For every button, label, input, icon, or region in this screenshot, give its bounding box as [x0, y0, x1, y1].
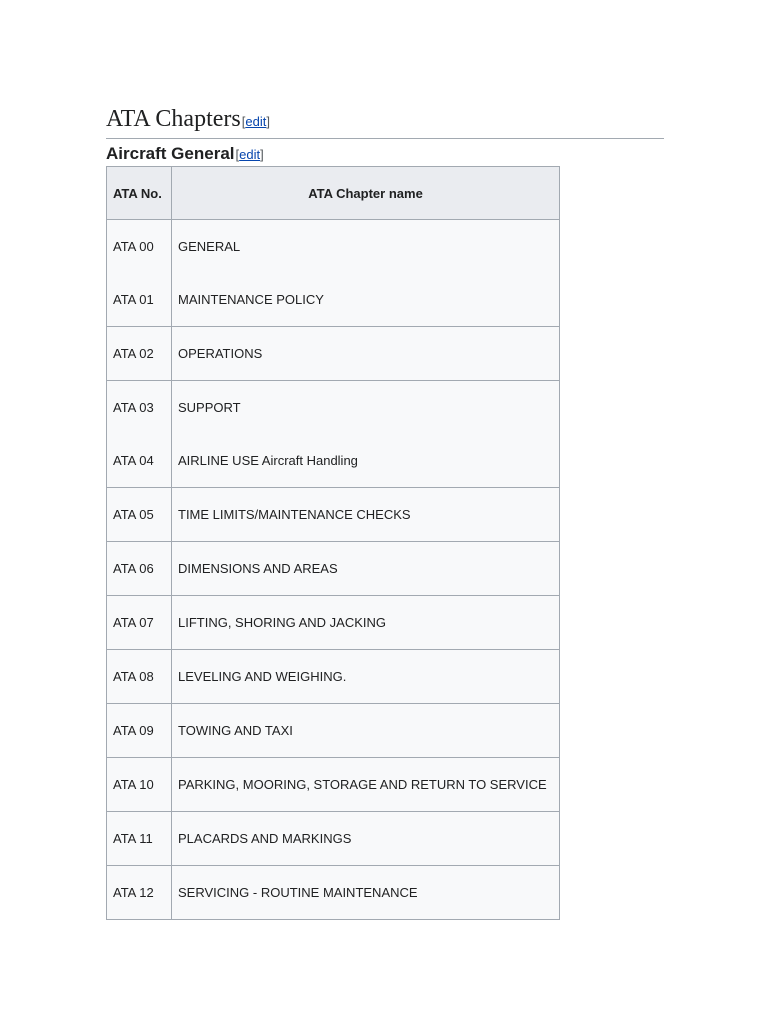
edit-bracket-open: [ — [241, 114, 246, 129]
column-header-ata-no: ATA No. — [107, 167, 172, 220]
table-row — [107, 650, 560, 704]
table-row — [107, 220, 560, 274]
chapter-name-cell: LIFTING, SHORING AND JACKING — [172, 596, 560, 650]
ata-number-cell: ATA 04 — [107, 434, 172, 488]
section-heading — [106, 104, 664, 139]
chapter-name-cell: MAINTENANCE POLICY — [172, 273, 560, 327]
table-row — [107, 866, 560, 920]
edit-bracket-open: [ — [235, 147, 240, 162]
subsection-heading — [106, 143, 664, 166]
chapter-name-cell: PARKING, MOORING, STORAGE AND RETURN TO SERVICE — [172, 758, 560, 812]
ata-number-cell: ATA 12 — [107, 866, 172, 920]
ata-number-cell: ATA 05 — [107, 488, 172, 542]
table-row — [107, 327, 560, 381]
ata-number-cell: ATA 00 — [107, 220, 172, 274]
chapter-name-cell: OPERATIONS — [172, 327, 560, 381]
chapter-name-cell: DIMENSIONS AND AREAS — [172, 542, 560, 596]
table-row — [107, 758, 560, 812]
subsection-edit-button[interactable]: edit — [239, 147, 261, 162]
section-title: ATA Chapters — [106, 106, 241, 132]
subsection-title: Aircraft General — [106, 144, 235, 163]
table-row — [107, 273, 560, 327]
edit-bracket-close: ] — [266, 114, 270, 129]
ata-number-cell: ATA 07 — [107, 596, 172, 650]
article-content — [106, 104, 664, 920]
table-row — [107, 434, 560, 488]
column-header-chapter-name: ATA Chapter name — [172, 167, 560, 220]
ata-number-cell: ATA 10 — [107, 758, 172, 812]
chapter-name-cell: TIME LIMITS/MAINTENANCE CHECKS — [172, 488, 560, 542]
chapter-name-cell: SUPPORT — [172, 381, 560, 435]
ata-chapters-table — [106, 166, 560, 920]
chapter-name-cell: PLACARDS AND MARKINGS — [172, 812, 560, 866]
edit-bracket-close: ] — [260, 147, 264, 162]
ata-number-cell: ATA 01 — [107, 273, 172, 327]
table-row — [107, 542, 560, 596]
table-header-row — [107, 167, 560, 220]
chapter-name-cell: LEVELING AND WEIGHING. — [172, 650, 560, 704]
chapter-name-cell: TOWING AND TAXI — [172, 704, 560, 758]
ata-number-cell: ATA 02 — [107, 327, 172, 381]
ata-number-cell: ATA 11 — [107, 812, 172, 866]
chapter-name-cell: GENERAL — [172, 220, 560, 274]
section-edit-button[interactable]: edit — [245, 114, 267, 129]
subsection-edit-link — [236, 147, 264, 162]
chapter-name-cell: SERVICING - ROUTINE MAINTENANCE — [172, 866, 560, 920]
section-edit-link — [242, 114, 270, 129]
chapter-name-cell: AIRLINE USE Aircraft Handling — [172, 434, 560, 488]
ata-number-cell: ATA 03 — [107, 381, 172, 435]
table-row — [107, 381, 560, 435]
table-row — [107, 704, 560, 758]
table-row — [107, 812, 560, 866]
ata-number-cell: ATA 06 — [107, 542, 172, 596]
ata-number-cell: ATA 08 — [107, 650, 172, 704]
table-row — [107, 596, 560, 650]
table-row — [107, 488, 560, 542]
ata-number-cell: ATA 09 — [107, 704, 172, 758]
